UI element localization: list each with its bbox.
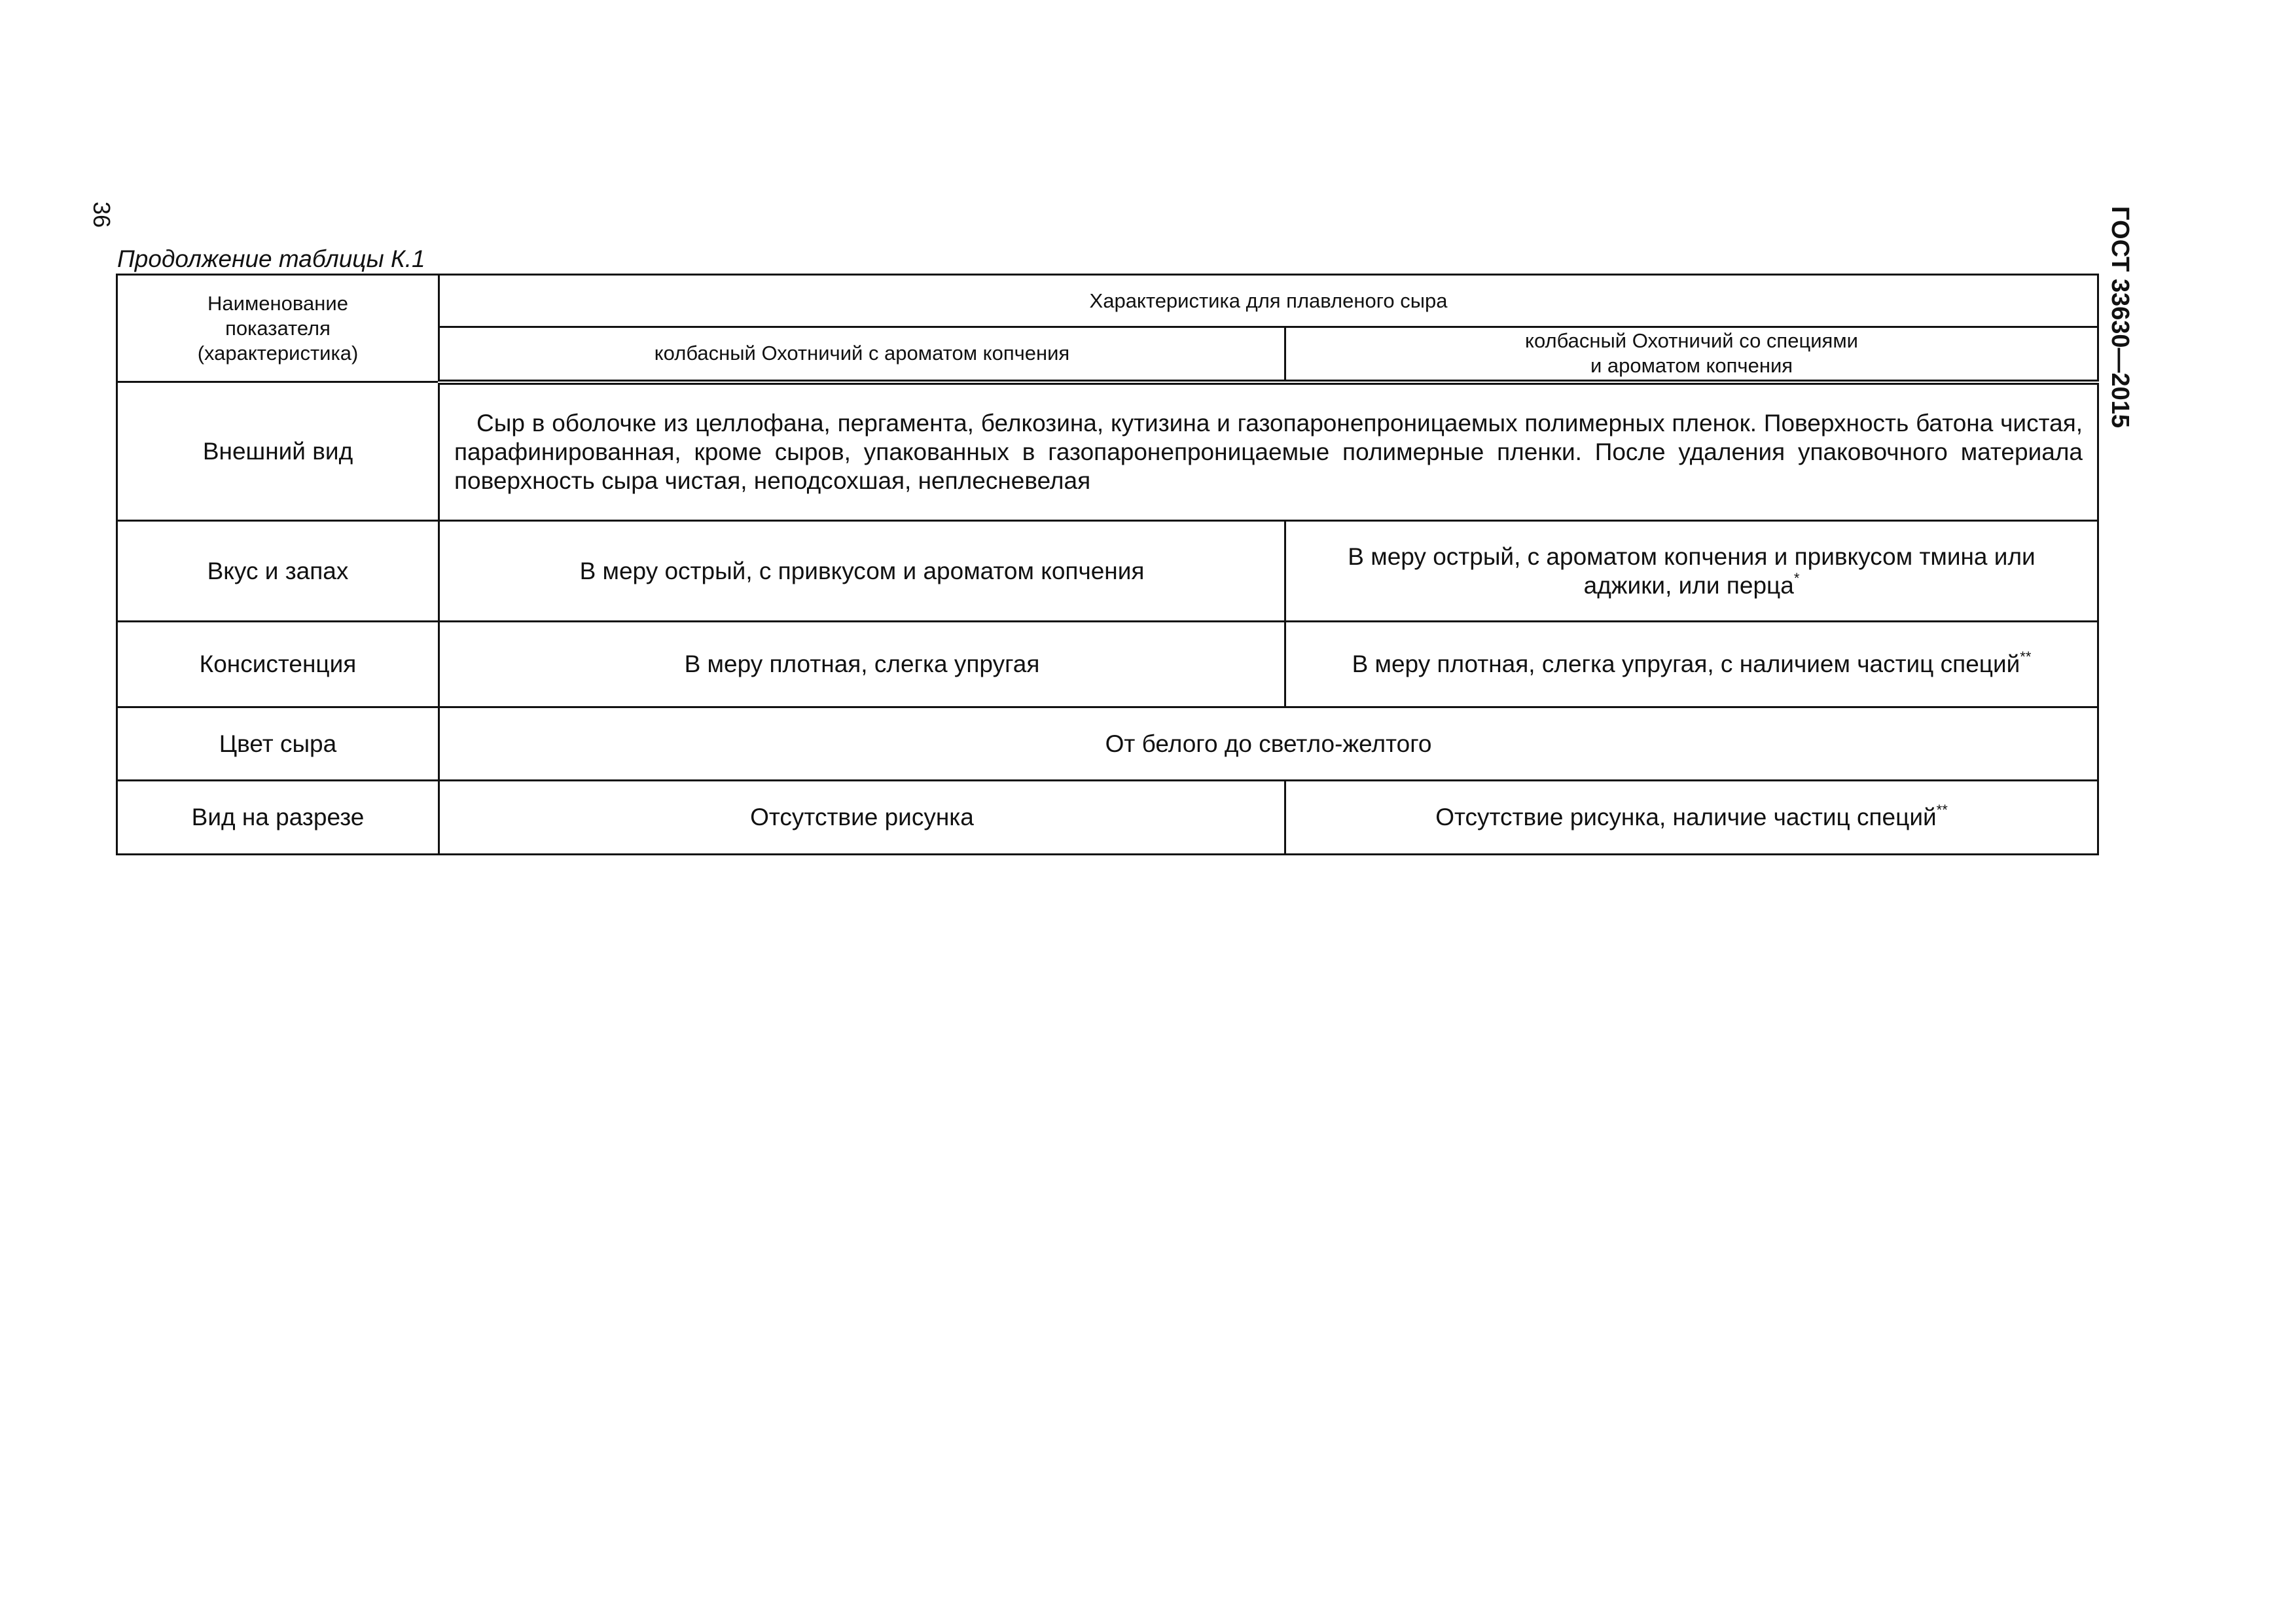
- footnote-mark: **: [1936, 802, 1948, 818]
- row-value-color: От белого до светло-желтого: [439, 707, 2098, 781]
- header-col-spiced-line2: и ароматом копчения: [1590, 354, 1793, 378]
- taste-spiced-text: В меру острый, с ароматом копчения и привкусом тмина или аджики, или перца: [1348, 543, 2036, 599]
- row-value-consistency-smoked: В меру плотная, слегка упругая: [439, 622, 1285, 707]
- table-row: [117, 781, 2098, 855]
- table-row: [117, 707, 2098, 781]
- footnote-mark: *: [1793, 569, 1800, 586]
- table-row: [117, 521, 2098, 622]
- page-number: 36: [88, 202, 115, 228]
- consistency-spiced-text: В меру плотная, слегка упругая, с наличием частиц специй: [1352, 651, 2020, 677]
- table-row: [117, 622, 2098, 707]
- row-value-taste-smoked: В меру острый, с привкусом и ароматом копчения: [439, 521, 1285, 622]
- header-group-title: Характеристика для плавленого сыра: [439, 275, 2098, 327]
- row-value-cut-view-smoked: Отсутствие рисунка: [439, 781, 1285, 855]
- cut-view-spiced-text: Отсутствие рисунка, наличие частиц специй: [1435, 804, 1937, 830]
- row-value-taste-spiced: [1285, 521, 2098, 622]
- header-col-spiced: [1285, 327, 2098, 382]
- row-name-color: Цвет сыра: [117, 707, 439, 781]
- table-continuation-caption: Продолжение таблицы К.1: [117, 245, 425, 272]
- header-col-spiced-line1: колбасный Охотничий со специями: [1525, 329, 1858, 353]
- header-col-smoked: колбасный Охотничий с ароматом копчения: [439, 327, 1285, 382]
- row-value-consistency-spiced: [1285, 622, 2098, 707]
- standard-code: ГОСТ 33630—2015: [2106, 206, 2134, 429]
- row-name-appearance: Внешний вид: [117, 382, 439, 521]
- row-name-cut-view: Вид на разрезе: [117, 781, 439, 855]
- table-row: [117, 382, 2098, 521]
- row-value-appearance: Сыр в оболочке из целлофана, пергамента, белкозина, кутизина и газопаронепроницаемых полимерных пленок. Поверхность батона чистая, парафинированная, кроме сыров, упакованных в газопаронепроницаемые полимерные пленки. После удаления упаковочного материала поверхность сыра чистая, неподсохшая, неплесневелая: [439, 382, 2098, 521]
- footnote-mark: **: [2020, 649, 2032, 665]
- row-name-taste: Вкус и запах: [117, 521, 439, 622]
- header-indicator-name: Наименование показателя (характеристика): [117, 275, 439, 382]
- characteristics-table: [116, 274, 2099, 855]
- row-value-cut-view-spiced: [1285, 781, 2098, 855]
- row-name-consistency: Консистенция: [117, 622, 439, 707]
